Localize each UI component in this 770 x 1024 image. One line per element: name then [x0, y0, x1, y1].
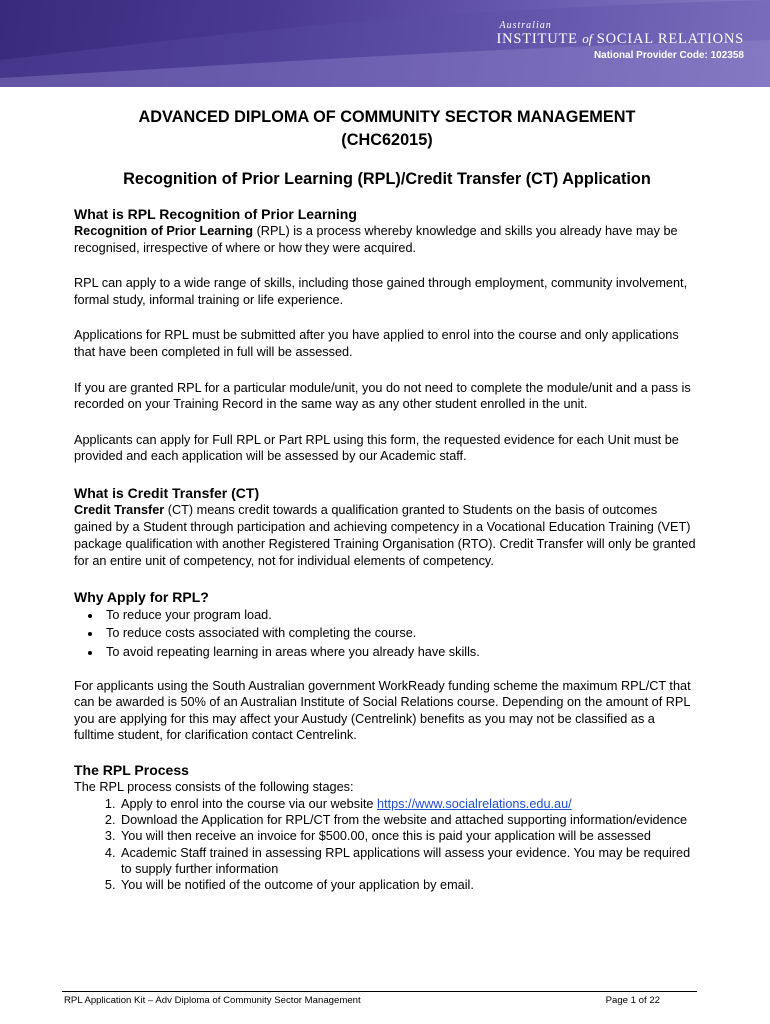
list-item: 3. You will then receive an invoice for $500.00, once this is paid your application will be assessed [119, 828, 696, 844]
rpl-heading: What is RPL Recognition of Prior Learning [74, 206, 357, 222]
workready-note: For applicants using the South Australian government WorkReady funding scheme the maximum RPL/CT that can be awarded is 50% of an Australian Institute of Social Relations course. Depending on the amount of RPL you are applying for this may affect your Austudy (Centrelink) benefits as you may not be classified as a fulltime student, for clarification contact Centrelink. [74, 678, 691, 743]
logo-main-text: INSTITUTE of SOCIAL RELATIONS [496, 31, 744, 47]
why-list [74, 606, 696, 662]
rpl-paragraph-1: Recognition of Prior Learning (RPL) is a process whereby knowledge and skills you already have may be recognised, irrespective of where or how they were acquired. [74, 224, 678, 255]
header-banner [0, 0, 770, 87]
list-item: 4. Academic Staff trained in assessing RPL applications will assess your evidence. You may be required to supply further information [119, 845, 696, 878]
list-item: • To reduce your program load. [102, 606, 696, 625]
rpl-paragraph-2: RPL can apply to a wide range of skills, including those gained through employment, community involvement, formal study, informal training or life experience. [74, 276, 688, 307]
process-heading: The RPL Process [74, 762, 189, 779]
ct-paragraph: Credit Transfer (CT) means credit towards a qualification granted to Students on the basis of outcomes gained by a Student through participation and achieving competency in a Vocational Education Training (VET) package qualification with another Registered Training Organisation (RTO). Credit Transfer will only be granted for an entire unit of competency, not for individual elements of competency. [74, 502, 696, 568]
footer-page-number: Page 1 of 22 [605, 995, 660, 1006]
website-link[interactable]: https://www.socialrelations.edu.au/ [377, 796, 572, 811]
institute-logo [497, 20, 745, 62]
ct-heading: What is Credit Transfer (CT) [74, 484, 260, 501]
process-steps [74, 796, 696, 894]
list-item: 2. Download the Application for RPL/CT from the website and attached supporting information/evidence [119, 812, 696, 828]
list-item: 1. Apply to enrol into the course via our website https://www.socialrelations.edu.au/ [119, 796, 696, 812]
rpl-paragraph-5: Applicants can apply for Full RPL or Part RPL using this form, the requested evidence for each Unit must be provided and each application will be assessed by our Academic staff. [74, 432, 679, 464]
rpl-paragraph-3: Applications for RPL must be submitted after you have applied to enrol into the course and only applications that have been completed in full will be assessed. [74, 328, 679, 359]
document-subtitle: Recognition of Prior Learning (RPL)/Credit Transfer (CT) Application [123, 170, 651, 188]
list-item: • To reduce costs associated with completing the course. [102, 624, 696, 643]
footer-document-name: RPL Application Kit – Adv Diploma of Community Sector Management [64, 995, 361, 1006]
document-body [74, 106, 696, 893]
process-intro: The RPL process consists of the following stages: [74, 780, 354, 795]
list-item: 5. You will be notified of the outcome of your application by email. [119, 877, 696, 893]
page-footer [62, 991, 697, 1006]
rpl-paragraph-4: If you are granted RPL for a particular module/unit, you do not need to complete the module/unit and a pass is recorded on your Training Record in the same way as any other student enrolled in the unit. [74, 380, 691, 412]
provider-code: National Provider Code: 102358 [593, 50, 744, 61]
logo-small-text: Australian [499, 20, 552, 31]
document-title: ADVANCED DIPLOMA OF COMMUNITY SECTOR MANAGEMENT (CHC62015) [138, 108, 636, 149]
list-item: • To avoid repeating learning in areas where you already have skills. [102, 643, 696, 662]
why-heading: Why Apply for RPL? [74, 588, 209, 605]
